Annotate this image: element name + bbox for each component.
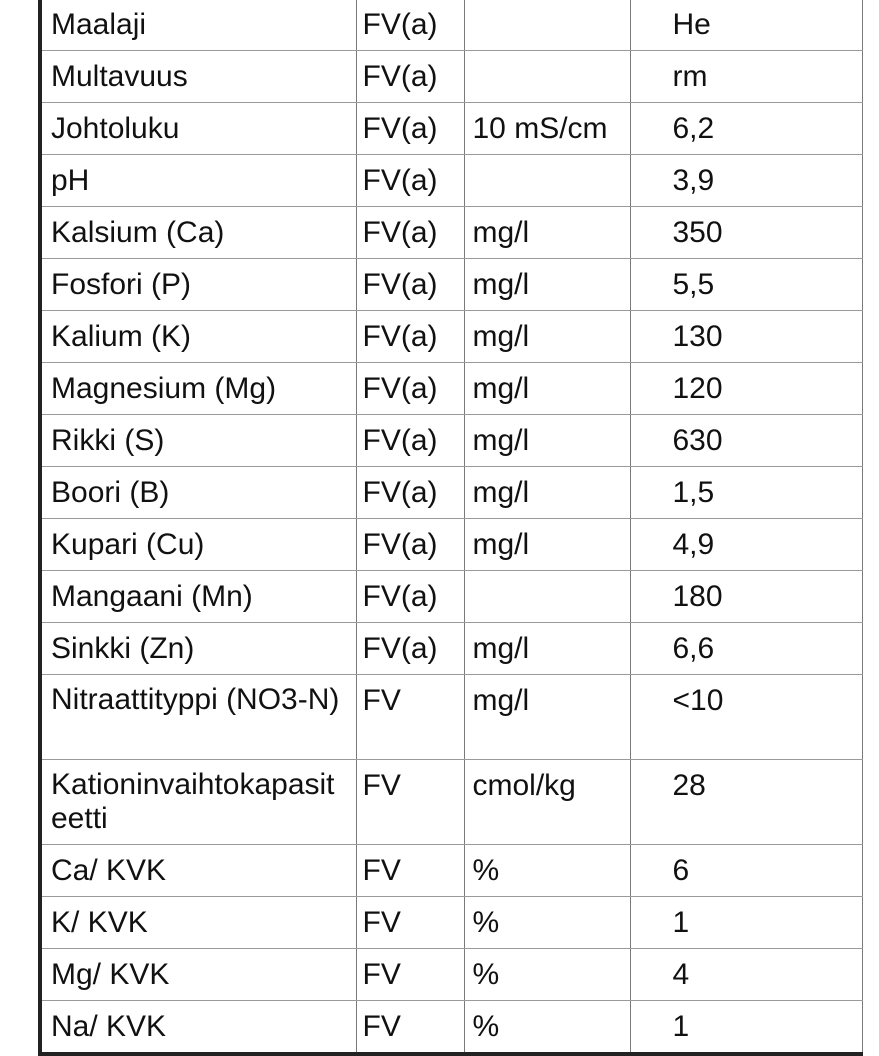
table-row (40, 103, 862, 155)
parameter-cell: Nitraattityppi (NO3-N) (40, 675, 356, 760)
parameter-cell: Na/ KVK (40, 1001, 356, 1055)
value-cell: 1 (630, 1001, 862, 1055)
unit-cell: mg/l (464, 259, 630, 311)
unit-cell: % (464, 1001, 630, 1055)
table-row (40, 845, 862, 897)
table-row (40, 207, 862, 259)
value-cell: 180 (630, 571, 862, 623)
method-cell: FV(a) (356, 51, 464, 103)
unit-cell: % (464, 897, 630, 949)
table-row (40, 675, 862, 760)
parameter-cell: Fosfori (P) (40, 259, 356, 311)
value-cell: 3,9 (630, 155, 862, 207)
table-row (40, 1001, 862, 1055)
table-row (40, 897, 862, 949)
parameter-cell: Kalium (K) (40, 311, 356, 363)
parameter-cell: Magnesium (Mg) (40, 363, 356, 415)
table-row (40, 311, 862, 363)
value-cell: He (630, 0, 862, 51)
parameter-cell: Maalaji (40, 0, 356, 51)
value-cell: 6 (630, 845, 862, 897)
method-cell: FV(a) (356, 207, 464, 259)
unit-cell (464, 571, 630, 623)
value-cell: 350 (630, 207, 862, 259)
method-cell: FV(a) (356, 155, 464, 207)
parameter-cell: Boori (B) (40, 467, 356, 519)
value-cell: 6,6 (630, 623, 862, 675)
table-row (40, 949, 862, 1001)
method-cell: FV(a) (356, 415, 464, 467)
value-cell: 28 (630, 760, 862, 845)
parameter-cell: K/ KVK (40, 897, 356, 949)
table-row (40, 363, 862, 415)
unit-cell: 10 mS/cm (464, 103, 630, 155)
table-row (40, 519, 862, 571)
unit-cell: mg/l (464, 675, 630, 760)
parameter-cell: pH (40, 155, 356, 207)
parameter-cell: Mangaani (Mn) (40, 571, 356, 623)
method-cell: FV(a) (356, 571, 464, 623)
value-cell: 120 (630, 363, 862, 415)
method-cell: FV(a) (356, 0, 464, 51)
parameter-cell: Kationinvaihtokapasiteetti (40, 760, 356, 845)
parameter-cell: Kalsium (Ca) (40, 207, 356, 259)
method-cell: FV (356, 675, 464, 760)
value-cell: 6,2 (630, 103, 862, 155)
table-row (40, 259, 862, 311)
table-row (40, 0, 862, 51)
unit-cell (464, 155, 630, 207)
unit-cell: cmol/kg (464, 760, 630, 845)
method-cell: FV(a) (356, 363, 464, 415)
value-cell: <10 (630, 675, 862, 760)
unit-cell: mg/l (464, 623, 630, 675)
parameter-cell: Kupari (Cu) (40, 519, 356, 571)
parameter-cell: Ca/ KVK (40, 845, 356, 897)
table-row (40, 467, 862, 519)
unit-cell: mg/l (464, 363, 630, 415)
value-cell: rm (630, 51, 862, 103)
value-cell: 1 (630, 897, 862, 949)
soil-analysis-table (38, 0, 863, 1056)
unit-cell (464, 51, 630, 103)
method-cell: FV (356, 897, 464, 949)
unit-cell: mg/l (464, 311, 630, 363)
table-row (40, 571, 862, 623)
method-cell: FV (356, 845, 464, 897)
table-row (40, 760, 862, 845)
method-cell: FV(a) (356, 259, 464, 311)
method-cell: FV (356, 1001, 464, 1055)
parameter-cell: Mg/ KVK (40, 949, 356, 1001)
table-row (40, 155, 862, 207)
method-cell: FV (356, 760, 464, 845)
value-cell: 130 (630, 311, 862, 363)
method-cell: FV (356, 949, 464, 1001)
value-cell: 4 (630, 949, 862, 1001)
method-cell: FV(a) (356, 623, 464, 675)
table-row (40, 623, 862, 675)
unit-cell: mg/l (464, 207, 630, 259)
unit-cell: % (464, 949, 630, 1001)
parameter-cell: Sinkki (Zn) (40, 623, 356, 675)
unit-cell: mg/l (464, 519, 630, 571)
method-cell: FV(a) (356, 519, 464, 571)
unit-cell: mg/l (464, 467, 630, 519)
value-cell: 5,5 (630, 259, 862, 311)
parameter-cell: Johtoluku (40, 103, 356, 155)
method-cell: FV(a) (356, 467, 464, 519)
unit-cell: mg/l (464, 415, 630, 467)
table-row (40, 51, 862, 103)
method-cell: FV(a) (356, 103, 464, 155)
unit-cell: % (464, 845, 630, 897)
value-cell: 1,5 (630, 467, 862, 519)
method-cell: FV(a) (356, 311, 464, 363)
value-cell: 4,9 (630, 519, 862, 571)
parameter-cell: Multavuus (40, 51, 356, 103)
value-cell: 630 (630, 415, 862, 467)
unit-cell (464, 0, 630, 51)
table-row (40, 415, 862, 467)
parameter-cell: Rikki (S) (40, 415, 356, 467)
